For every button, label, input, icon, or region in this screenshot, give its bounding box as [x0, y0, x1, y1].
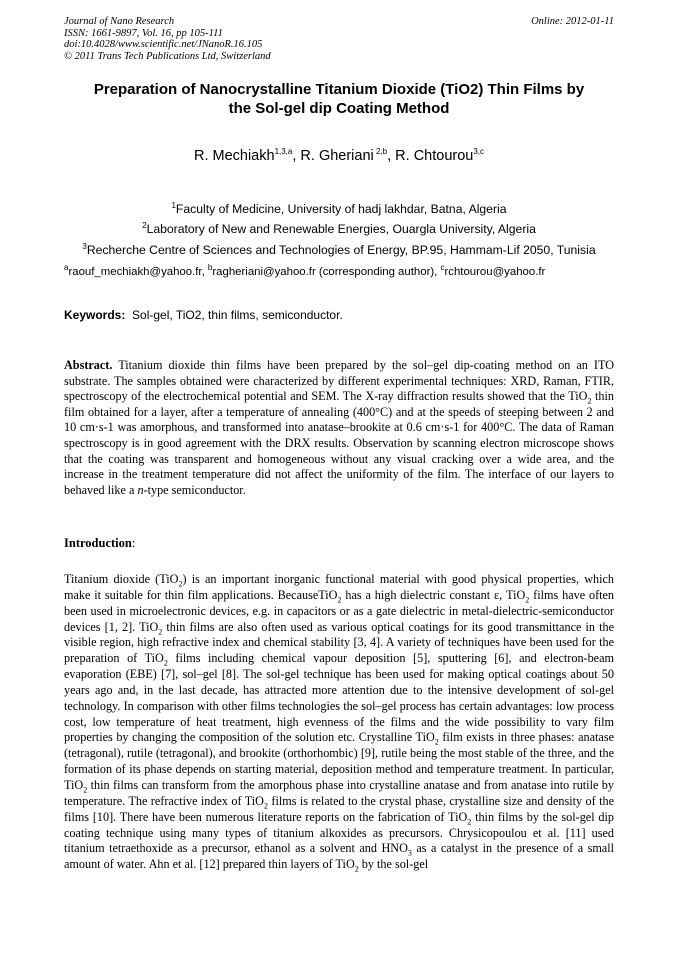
abstract-text: -type semiconductor. — [143, 482, 246, 497]
abstract-text: thin film obtained for a layer, after a temperature of annealing (400°C) and at the speeds of steeping between 2 and 10 cm·s-1 was amorphous, and transformed into anatase–brookite at 0.6 cm·s-1 for 400°C. The data of Raman spectroscopy is in good agreement with the DRX results. Observation by scanning electron microscope shows that the coating was transparent and homogeneous without any visual cracking over a wide area, and the increase in the treatment temperature did not affect the uniformity of the film. The interface of our layers to behaved like a — [64, 389, 614, 497]
affiliation-2 — [34, 222, 644, 236]
body-text: as a catalyst in the presence of a small amount of water. Ahn et al. [12] prepared thin layers of TiO — [64, 841, 614, 872]
author-affil-sup: 1,3,a — [274, 147, 293, 157]
author-list — [64, 148, 614, 164]
body-text: films is related to the crystal phase, crystalline size and density of the films [10]. There have been numerous literature reports on the fabrication of TiO — [64, 793, 614, 824]
abstract-label: Abstract. — [64, 358, 113, 372]
affiliation-1 — [34, 202, 644, 216]
email-c: rchtourou@yahoo.fr — [444, 266, 546, 278]
abstract-italic: n — [137, 482, 144, 497]
body-text: films have often been used in microelectronic devices, e.g. in capacitors or as a gate dielectric in metal-dielectric-semiconductor devices [1, 2]. TiO — [64, 587, 615, 634]
heading-colon: : — [131, 536, 136, 550]
subscript: 2 — [525, 595, 530, 605]
subscript: 2 — [158, 626, 163, 636]
introduction-body — [64, 572, 614, 873]
author-name: R. Mechiakh — [193, 148, 275, 164]
title-line-1: Preparation of Nanocrystalline Titanium Dioxide (TiO2) Thin Films by — [93, 81, 585, 98]
body-text: ) is an important inorganic functional material with good physical properties, which make it suitable for thin film applications. BecauseTiO — [64, 572, 614, 602]
body-text: thin films by the sol-gel dip coating technique using many types of titanium alkoxides as precursors. Chrysicopoulou et al. [11] used titanium tetraethoxide as a precursor, ethanol as a solvent and HNO — [64, 809, 614, 856]
body-text: by the sol-gel — [358, 857, 429, 872]
email-sup: b — [207, 263, 213, 273]
journal-name: Journal of Nano Research — [64, 16, 175, 27]
journal-copyright: © 2011 Trans Tech Publications Ltd, Switzerland — [64, 50, 271, 62]
body-text: thin films can transform from the amorphous phase into crystalline anatase and from anatase into rutile by temperature. The refractive index of TiO — [64, 777, 614, 808]
subscript: 2 — [354, 864, 359, 874]
subscript: 3 — [407, 848, 412, 858]
body-text: has a high dielectric constant ε, TiO — [341, 587, 526, 602]
section-heading: Introduction — [64, 536, 132, 550]
subscript: 2 — [163, 658, 168, 668]
keywords-text: Sol-gel, TiO2, thin films, semiconductor. — [125, 308, 343, 322]
online-date: Online: 2012-01-11 — [531, 16, 614, 27]
journal-doi: doi:10.4028/www.scientific.net/JNanoR.16.105 — [64, 39, 263, 50]
subscript: 2 — [587, 396, 592, 406]
subscript: 2 — [434, 737, 439, 747]
introduction-heading — [64, 536, 135, 551]
affiliation-text: Laboratory of New and Renewable Energies, Ouargla University, Algeria — [146, 222, 536, 236]
affiliation-3 — [34, 243, 644, 257]
subscript: 2 — [178, 579, 183, 589]
author-sep: , — [387, 148, 396, 164]
affiliation-number: 2 — [142, 220, 147, 230]
email-a: raouf_mechiakh@yahoo.fr, — [68, 266, 208, 278]
affiliation-text: Recherche Centre of Sciences and Technologies of Energy, BP.95, Hammam-Lif 2050, Tunisia — [86, 243, 596, 257]
author-emails — [64, 263, 624, 278]
author-name: R. Gheriani — [300, 148, 374, 164]
journal-header — [64, 16, 271, 62]
abstract — [64, 358, 614, 498]
subscript: 2 — [337, 595, 342, 605]
body-text: films including chemical vapour deposition [5], sputtering [6], and electron-beam evaporation (EBE) [7], sol–gel [8]. The sol-gel technique has been used for making optical coatings about 50 years ago and, in the last decade, has attracted more attention due to the intensive development of sol-gel technology. In comparison with other films technologies the sol–gel process has certain advantages: low process cost, low temperature of heat treatment, high evenness of the films and the wide possibility to vary film properties by changing the composition of the solution etc. Crystalline TiO — [64, 651, 614, 745]
title-line-2: the Sol-gel dip Coating Method — [228, 100, 450, 117]
subscript: 2 — [467, 817, 472, 827]
email-sup: a — [64, 263, 69, 273]
body-text: thin films are also often used as various optical coatings for its good transmittance in the visible region, high refractive index and chemical stability [3, 4]. A variety of techniques have been used for the preparation of TiO — [64, 619, 614, 666]
keywords-label: Keywords: — [64, 308, 126, 322]
subscript: 2 — [263, 801, 268, 811]
body-text: film exists in three phases: anatase (tetragonal), rutile (tetragonal), and brookite (orthorhombic) [9], rutile being the most stable of the three, and the formation of its phase depends on starting material, deposition method and temperature treatment. In particular, TiO — [64, 730, 614, 792]
paper-title — [64, 80, 614, 118]
author-name: R. Chtourou — [395, 148, 474, 164]
email-sup: c — [440, 263, 445, 273]
author-sep: , — [292, 148, 301, 164]
affiliation-text: Faculty of Medicine, University of hadj lakhdar, Batna, Algeria — [175, 202, 507, 216]
body-text: Titanium dioxide (TiO — [64, 572, 179, 586]
affiliation-number: 1 — [171, 200, 176, 210]
subscript: 2 — [83, 785, 88, 795]
keywords — [64, 308, 624, 322]
author-affil-sup: 3,c — [473, 147, 485, 157]
author-affil-sup: 2,b — [373, 147, 388, 157]
abstract-text: Titanium dioxide thin films have been prepared by the sol–gel dip-coating method on an ITO substrate. The samples obtained were characterized by different experimental techniques: XRD, Raman, FTIR, spectroscopy of the electrochemical potential and SEM. The X-ray diffraction results showed that the TiO — [64, 358, 614, 404]
affiliation-number: 3 — [82, 241, 87, 251]
journal-issn: ISSN: 1661-9897, Vol. 16, pp 105-111 — [64, 27, 223, 39]
email-b: ragheriani@yahoo.fr (corresponding author), — [212, 266, 441, 278]
